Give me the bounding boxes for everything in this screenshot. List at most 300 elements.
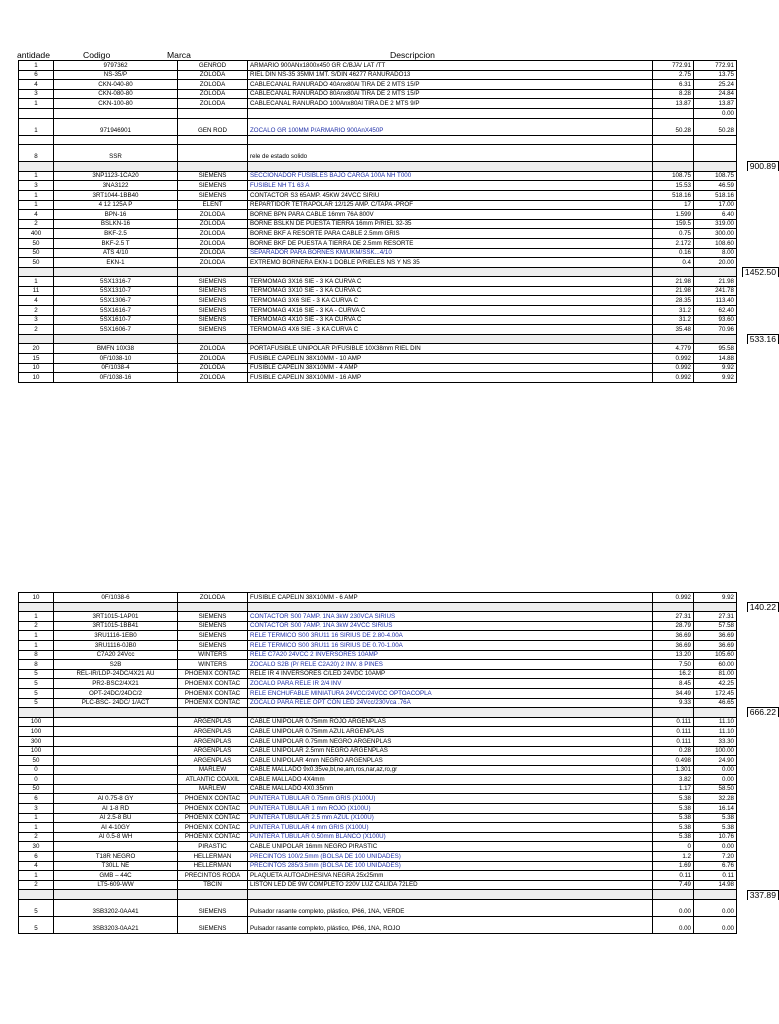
gutter-cell bbox=[737, 171, 750, 181]
precio-cell: 36.69 bbox=[653, 640, 694, 650]
codigo-cell bbox=[54, 135, 178, 145]
precio-cell: 0.00 bbox=[653, 917, 694, 934]
total-cell: 0.00 bbox=[694, 775, 737, 785]
gutter-cell bbox=[737, 248, 750, 258]
subtotal-amount: 533.16 bbox=[747, 334, 779, 344]
gutter-cell bbox=[737, 181, 750, 191]
subtotal-value bbox=[737, 889, 776, 900]
total-cell: 95.58 bbox=[694, 344, 737, 354]
cantidad-cell: 1 bbox=[19, 118, 54, 135]
codigo-cell bbox=[54, 842, 178, 852]
precio-cell: 0.4 bbox=[653, 258, 694, 268]
descripcion-cell: FUSIBLE CAPELIN 38X10MM - 4 AMP bbox=[248, 363, 653, 373]
table-row bbox=[19, 794, 750, 804]
marca-cell: SIEMENS bbox=[178, 315, 248, 325]
cantidad-cell: 100 bbox=[19, 746, 54, 756]
table-row bbox=[19, 190, 750, 200]
precio-cell: 518.16 bbox=[653, 190, 694, 200]
table-row bbox=[19, 756, 750, 766]
cantidad-cell: 50 bbox=[19, 756, 54, 766]
table-row bbox=[19, 70, 750, 80]
cantidad-cell bbox=[19, 108, 54, 118]
subtotal-row bbox=[19, 334, 750, 344]
precio-cell: 159.5 bbox=[653, 219, 694, 229]
cantidad-cell: 6 bbox=[19, 852, 54, 862]
descripcion-cell: CABLE UNIPOLAR 0.75mm NEGRO ARGENPLAS bbox=[248, 736, 653, 746]
precio-cell: 0.28 bbox=[653, 746, 694, 756]
gutter-cell bbox=[737, 813, 750, 823]
total-cell: 0.00 bbox=[694, 765, 737, 775]
gutter-cell bbox=[737, 306, 750, 316]
gutter-cell bbox=[737, 794, 750, 804]
marca-cell: ZOLODA bbox=[178, 210, 248, 220]
precio-cell bbox=[653, 135, 694, 145]
total-cell: 33.30 bbox=[694, 736, 737, 746]
gutter-cell bbox=[737, 296, 750, 306]
table-row bbox=[19, 688, 750, 698]
total-cell: 62.40 bbox=[694, 306, 737, 316]
cantidad-cell: 30 bbox=[19, 842, 54, 852]
separator-cell bbox=[694, 162, 737, 172]
materials-table-page-2 bbox=[18, 592, 776, 934]
precio-cell: 2.172 bbox=[653, 238, 694, 248]
marca-cell: ZOLODA bbox=[178, 219, 248, 229]
precio-cell: 6.31 bbox=[653, 80, 694, 90]
separator-cell bbox=[54, 602, 178, 612]
total-cell: 108.75 bbox=[694, 171, 737, 181]
precio-cell: 35.48 bbox=[653, 325, 694, 335]
table-row bbox=[19, 219, 750, 229]
table-row bbox=[19, 698, 750, 708]
marca-cell: ZOLODA bbox=[178, 593, 248, 603]
descripcion-cell: CABLECANAL RANURADO 100Anx80Al TIRA DE 2 MTS 9/P bbox=[248, 99, 653, 109]
gutter-cell bbox=[737, 650, 750, 660]
descripcion-cell: ARMARIO 900ANx1800x450 GR C/BJA/ LAT /TT bbox=[248, 61, 653, 71]
marca-cell: PHOENIX CONTAC bbox=[178, 804, 248, 814]
gutter-cell bbox=[737, 593, 750, 603]
descripcion-cell: BORNE BKF A RESORTE PARA CABLE 2.5mm GRIS bbox=[248, 229, 653, 239]
gutter-cell bbox=[737, 717, 750, 727]
codigo-cell bbox=[54, 727, 178, 737]
total-cell: 0.11 bbox=[694, 871, 737, 881]
materials-table-page-1 bbox=[18, 60, 776, 383]
total-cell: 113.40 bbox=[694, 296, 737, 306]
cantidad-cell: 1 bbox=[19, 640, 54, 650]
precio-cell: 9.33 bbox=[653, 698, 694, 708]
descripcion-cell: RELE C7A20 24VCC 2 INVERSORES 10AMP bbox=[248, 650, 653, 660]
gutter-cell bbox=[737, 315, 750, 325]
codigo-cell: AI 4-10GY bbox=[54, 823, 178, 833]
separator-cell bbox=[248, 708, 653, 718]
separator-cell bbox=[653, 334, 694, 344]
precio-cell: 0 bbox=[653, 842, 694, 852]
cantidad-cell: 5 bbox=[19, 698, 54, 708]
table-row bbox=[19, 765, 750, 775]
total-cell: 46.59 bbox=[694, 181, 737, 191]
precio-cell: 1.69 bbox=[653, 861, 694, 871]
marca-cell: SIEMENS bbox=[178, 900, 248, 917]
total-cell: 0.00 bbox=[694, 917, 737, 934]
marca-cell bbox=[178, 108, 248, 118]
descripcion-cell: ZOCALO PARA RELE OPT CON LED 24Vcc/230Vca .76A bbox=[248, 698, 653, 708]
gutter-cell bbox=[737, 363, 750, 373]
gutter-cell bbox=[737, 832, 750, 842]
codigo-cell: 0F/1038-4 bbox=[54, 363, 178, 373]
codigo-cell: 0F/1038-6 bbox=[54, 593, 178, 603]
precio-cell: 50.28 bbox=[653, 118, 694, 135]
gutter-cell bbox=[737, 238, 750, 248]
cantidad-cell: 3 bbox=[19, 315, 54, 325]
descripcion-cell: CABLE UNIPOLAR 2.5mm NEGRO ARGENPLAS bbox=[248, 746, 653, 756]
marca-cell: PHOENIX CONTAC bbox=[178, 823, 248, 833]
table-row bbox=[19, 861, 750, 871]
total-cell: 7.20 bbox=[694, 852, 737, 862]
separator-cell bbox=[694, 708, 737, 718]
codigo-cell: 0F/1038-16 bbox=[54, 373, 178, 383]
table-row bbox=[19, 108, 750, 118]
subtotal-row bbox=[19, 162, 750, 172]
separator-cell bbox=[653, 267, 694, 277]
separator-cell bbox=[248, 890, 653, 900]
codigo-cell bbox=[54, 775, 178, 785]
descripcion-cell: CABLE UNIPOLAR 0.75mm ROJO ARGENPLAS bbox=[248, 717, 653, 727]
separator-cell bbox=[19, 267, 54, 277]
total-cell: 60.00 bbox=[694, 660, 737, 670]
precio-cell: 16.2 bbox=[653, 669, 694, 679]
cantidad-cell: 5 bbox=[19, 688, 54, 698]
marca-cell: SIEMENS bbox=[178, 171, 248, 181]
cantidad-cell: 3 bbox=[19, 89, 54, 99]
marca-cell: ZOLODA bbox=[178, 99, 248, 109]
descripcion-cell: PLAQUETA AUTOADHESIVA NEGRA 25x25mm bbox=[248, 871, 653, 881]
header-descripcion: Descripcion bbox=[390, 50, 435, 60]
marca-cell: PHOENIX CONTAC bbox=[178, 832, 248, 842]
total-cell: 6.76 bbox=[694, 861, 737, 871]
descripcion-cell: PUNTERA TUBULAR 1 mm ROJO (X100U) bbox=[248, 804, 653, 814]
cantidad-cell: 4 bbox=[19, 210, 54, 220]
precio-cell: 5.38 bbox=[653, 832, 694, 842]
total-cell: 24.90 bbox=[694, 756, 737, 766]
codigo-cell: SSR bbox=[54, 145, 178, 162]
gutter-cell bbox=[737, 135, 750, 145]
total-cell: 319.00 bbox=[694, 219, 737, 229]
marca-cell: SIEMENS bbox=[178, 621, 248, 631]
marca-cell: ZOLODA bbox=[178, 354, 248, 364]
marca-cell: SIEMENS bbox=[178, 277, 248, 287]
codigo-cell: PLC-BSC- 24DC/ 1/ACT bbox=[54, 698, 178, 708]
gutter-cell bbox=[737, 99, 750, 109]
total-cell: 25.24 bbox=[694, 80, 737, 90]
gutter-cell bbox=[737, 871, 750, 881]
gutter-cell bbox=[737, 727, 750, 737]
codigo-cell bbox=[54, 756, 178, 766]
codigo-cell: C7A20 24Vcc bbox=[54, 650, 178, 660]
total-cell bbox=[694, 145, 737, 162]
marca-cell: MARLEW bbox=[178, 784, 248, 794]
total-cell: 108.60 bbox=[694, 238, 737, 248]
precio-cell: 28.79 bbox=[653, 621, 694, 631]
separator-cell bbox=[694, 890, 737, 900]
table-row bbox=[19, 306, 750, 316]
codigo-cell bbox=[54, 746, 178, 756]
subtotal-value bbox=[737, 266, 776, 277]
marca-cell: PHOENIX CONTAC bbox=[178, 813, 248, 823]
marca-cell: SIEMENS bbox=[178, 181, 248, 191]
separator-cell bbox=[19, 890, 54, 900]
cantidad-cell: 1 bbox=[19, 813, 54, 823]
gutter-cell bbox=[737, 277, 750, 287]
codigo-cell: 9797362 bbox=[54, 61, 178, 71]
gutter-cell bbox=[737, 880, 750, 890]
separator-cell bbox=[694, 267, 737, 277]
gutter-cell bbox=[737, 660, 750, 670]
cantidad-cell: 6 bbox=[19, 70, 54, 80]
cantidad-cell: 5 bbox=[19, 917, 54, 934]
cantidad-cell: 15 bbox=[19, 354, 54, 364]
precio-cell: 31.2 bbox=[653, 315, 694, 325]
separator-cell bbox=[54, 334, 178, 344]
descripcion-cell: CABLE UNIPOLAR 16mm NEGRO PIRASTIC bbox=[248, 842, 653, 852]
descripcion-cell: CABLE UNIPOLAR 4mm NEGRO ARGENPLAS bbox=[248, 756, 653, 766]
marca-cell: PRECINTOS RODA bbox=[178, 871, 248, 881]
codigo-cell: 3RT1015-1AP01 bbox=[54, 612, 178, 622]
total-cell: 17.00 bbox=[694, 200, 737, 210]
marca-cell: PHOENIX CONTAC bbox=[178, 698, 248, 708]
codigo-cell: 5SX1606-7 bbox=[54, 325, 178, 335]
marca-cell: ARGENPLAS bbox=[178, 727, 248, 737]
codigo-cell: 3NA3122 bbox=[54, 181, 178, 191]
marca-cell: ZOLODA bbox=[178, 89, 248, 99]
precio-cell: 21.98 bbox=[653, 286, 694, 296]
cantidad-cell: 2 bbox=[19, 880, 54, 890]
gutter-cell bbox=[737, 669, 750, 679]
table-row bbox=[19, 373, 750, 383]
precio-cell bbox=[653, 108, 694, 118]
marca-cell: SIEMENS bbox=[178, 917, 248, 934]
descripcion-cell: rele de estado solido bbox=[248, 145, 653, 162]
precio-cell: 27.31 bbox=[653, 612, 694, 622]
cantidad-cell: 100 bbox=[19, 717, 54, 727]
descripcion-cell: PUNTERA TUBULAR 0.75mm GRIS (X100U) bbox=[248, 794, 653, 804]
codigo-cell: CKN-100-80 bbox=[54, 99, 178, 109]
gutter-cell bbox=[737, 746, 750, 756]
subtotal-row bbox=[19, 267, 750, 277]
codigo-cell: T18R NEGRO bbox=[54, 852, 178, 862]
descripcion-cell: ZOCALO PARA RELE IR 2/4 INV bbox=[248, 679, 653, 689]
precio-cell: 0.16 bbox=[653, 248, 694, 258]
codigo-cell: NS-35/P bbox=[54, 70, 178, 80]
gutter-cell bbox=[737, 823, 750, 833]
total-cell: 0.00 bbox=[694, 108, 737, 118]
cantidad-cell: 10 bbox=[19, 373, 54, 383]
codigo-cell: 3RT1044-1BB40 bbox=[54, 190, 178, 200]
total-cell: 5.38 bbox=[694, 823, 737, 833]
codigo-cell bbox=[54, 765, 178, 775]
cantidad-cell: 50 bbox=[19, 238, 54, 248]
descripcion-cell: CONTACTOR S3 65AMP. 45KW 24VCC SIRIU bbox=[248, 190, 653, 200]
descripcion-cell: BORNE BPN PARA CABLE 16mm 76A 800V bbox=[248, 210, 653, 220]
table-row bbox=[19, 813, 750, 823]
cantidad-cell: 1 bbox=[19, 190, 54, 200]
marca-cell: GENROD bbox=[178, 61, 248, 71]
subtotal-amount: 900.89 bbox=[747, 161, 779, 171]
marca-cell: WINTERS bbox=[178, 650, 248, 660]
marca-cell bbox=[178, 145, 248, 162]
precio-cell: 13.20 bbox=[653, 650, 694, 660]
codigo-cell: EKN-1 bbox=[54, 258, 178, 268]
descripcion-cell: SEPARADOR PARA BORNES KM/UKM/SSK...4/10 bbox=[248, 248, 653, 258]
total-cell: 50.28 bbox=[694, 118, 737, 135]
precio-cell: 0.992 bbox=[653, 593, 694, 603]
separator-cell bbox=[248, 267, 653, 277]
marca-cell: ARGENPLAS bbox=[178, 736, 248, 746]
separator-cell bbox=[54, 267, 178, 277]
table-row bbox=[19, 229, 750, 239]
table-row bbox=[19, 181, 750, 191]
precio-cell: 108.75 bbox=[653, 171, 694, 181]
marca-cell: ZOLODA bbox=[178, 229, 248, 239]
cantidad-cell: 8 bbox=[19, 145, 54, 162]
table-row bbox=[19, 89, 750, 99]
marca-cell: TBCIN bbox=[178, 880, 248, 890]
cantidad-cell: 0 bbox=[19, 765, 54, 775]
total-cell: 518.16 bbox=[694, 190, 737, 200]
descripcion-cell: CABLECANAL RANURADO 40Anx80Al TIRA DE 2 MTS 15/P bbox=[248, 80, 653, 90]
precio-cell: 7.49 bbox=[653, 880, 694, 890]
table-row bbox=[19, 679, 750, 689]
cantidad-cell: 50 bbox=[19, 248, 54, 258]
gutter-cell bbox=[737, 61, 750, 71]
codigo-cell: AI 0.75-8 GY bbox=[54, 794, 178, 804]
precio-cell: 0.111 bbox=[653, 717, 694, 727]
gutter-cell bbox=[737, 640, 750, 650]
precio-cell: 5.38 bbox=[653, 794, 694, 804]
descripcion-cell: TERMOMAG 3X10 SIE - 3 KA CURVA C bbox=[248, 286, 653, 296]
descripcion-cell: BORNE BKF DE PUESTA A TIERRA DE 2.5mm RESORTE bbox=[248, 238, 653, 248]
descripcion-cell: REPARTIDOR TETRAPOLAR 12/125 AMP. C/TAPA -PROF bbox=[248, 200, 653, 210]
gutter-cell bbox=[737, 210, 750, 220]
cantidad-cell: 300 bbox=[19, 736, 54, 746]
precio-cell: 8.28 bbox=[653, 89, 694, 99]
table-row bbox=[19, 650, 750, 660]
table-row bbox=[19, 135, 750, 145]
gutter-cell bbox=[737, 80, 750, 90]
separator-cell bbox=[178, 267, 248, 277]
subtotal-amount: 140.22 bbox=[747, 602, 779, 612]
total-cell bbox=[694, 135, 737, 145]
marca-cell: ARGENPLAS bbox=[178, 756, 248, 766]
cantidad-cell: 100 bbox=[19, 727, 54, 737]
codigo-cell: 5SX1616-7 bbox=[54, 306, 178, 316]
table-row bbox=[19, 746, 750, 756]
marca-cell: GEN ROD bbox=[178, 118, 248, 135]
gutter-cell bbox=[737, 917, 750, 934]
gutter-cell bbox=[737, 219, 750, 229]
cantidad-cell: 1 bbox=[19, 631, 54, 641]
precio-cell: 0.111 bbox=[653, 736, 694, 746]
gutter-cell bbox=[737, 70, 750, 80]
marca-cell: ELENT bbox=[178, 200, 248, 210]
gutter-cell bbox=[737, 775, 750, 785]
codigo-cell: BPN-16 bbox=[54, 210, 178, 220]
precio-cell: 13.87 bbox=[653, 99, 694, 109]
table-row bbox=[19, 315, 750, 325]
gutter-cell bbox=[737, 145, 750, 162]
cantidad-cell: 5 bbox=[19, 900, 54, 917]
gutter-cell bbox=[737, 900, 750, 917]
codigo-cell: ATS 4/10 bbox=[54, 248, 178, 258]
codigo-cell: OPT-24DC/24DC/2 bbox=[54, 688, 178, 698]
separator-cell bbox=[653, 162, 694, 172]
total-cell: 6.40 bbox=[694, 210, 737, 220]
gutter-cell bbox=[737, 736, 750, 746]
codigo-cell: GMB – 44C bbox=[54, 871, 178, 881]
precio-cell: 1.599 bbox=[653, 210, 694, 220]
codigo-cell: CKN-040-80 bbox=[54, 80, 178, 90]
table-row bbox=[19, 900, 750, 917]
separator-cell bbox=[54, 162, 178, 172]
separator-cell bbox=[19, 162, 54, 172]
cantidad-cell: 6 bbox=[19, 794, 54, 804]
precio-cell: 0.992 bbox=[653, 373, 694, 383]
total-cell: 13.87 bbox=[694, 99, 737, 109]
precio-cell: 1.301 bbox=[653, 765, 694, 775]
cantidad-cell: 1 bbox=[19, 99, 54, 109]
cantidad-cell: 5 bbox=[19, 679, 54, 689]
marca-cell: HELLERMAN bbox=[178, 852, 248, 862]
cantidad-cell: 1 bbox=[19, 277, 54, 287]
total-cell: 0.00 bbox=[694, 900, 737, 917]
total-cell: 24.84 bbox=[694, 89, 737, 99]
descripcion-cell: Pulsador rasante completo, plástico, IP66, 1NA, VERDE bbox=[248, 900, 653, 917]
separator-cell bbox=[694, 602, 737, 612]
marca-cell: SIEMENS bbox=[178, 640, 248, 650]
precio-cell: 7.50 bbox=[653, 660, 694, 670]
precio-cell: 0.992 bbox=[653, 354, 694, 364]
codigo-cell: 5SX1316-7 bbox=[54, 277, 178, 287]
precio-cell: 3.82 bbox=[653, 775, 694, 785]
precio-cell: 15.53 bbox=[653, 181, 694, 191]
gutter-cell bbox=[737, 679, 750, 689]
table-row bbox=[19, 669, 750, 679]
total-cell: 300.00 bbox=[694, 229, 737, 239]
separator-cell bbox=[19, 708, 54, 718]
descripcion-cell: TERMOMAG 4X10 SIE - 3 KA CURVA C bbox=[248, 315, 653, 325]
separator-cell bbox=[54, 890, 178, 900]
gutter-cell bbox=[737, 190, 750, 200]
codigo-cell: 3RT1015-1BB41 bbox=[54, 621, 178, 631]
marca-cell bbox=[178, 135, 248, 145]
subtotal-amount: 666.22 bbox=[747, 707, 779, 717]
total-cell: 27.31 bbox=[694, 612, 737, 622]
gutter-cell bbox=[737, 200, 750, 210]
codigo-cell bbox=[54, 784, 178, 794]
precio-cell: 2.75 bbox=[653, 70, 694, 80]
table-row bbox=[19, 210, 750, 220]
table-row bbox=[19, 80, 750, 90]
marca-cell: ATLANTIC COAXIL bbox=[178, 775, 248, 785]
precio-cell: 5.38 bbox=[653, 823, 694, 833]
separator-cell bbox=[178, 602, 248, 612]
codigo-cell: BKF-2.5 T bbox=[54, 238, 178, 248]
cantidad-cell: 11 bbox=[19, 286, 54, 296]
header-marca: Marca bbox=[167, 50, 191, 60]
marca-cell: ZOLODA bbox=[178, 248, 248, 258]
descripcion-cell: FUSIBLE CAPELIN 38X10MM - 10 AMP bbox=[248, 354, 653, 364]
separator-cell bbox=[653, 602, 694, 612]
gutter-cell bbox=[737, 354, 750, 364]
descripcion-cell: PORTAFUSIBLE UNIPOLAR P/FUSIBLE 10X38mm RIEL DIN bbox=[248, 344, 653, 354]
